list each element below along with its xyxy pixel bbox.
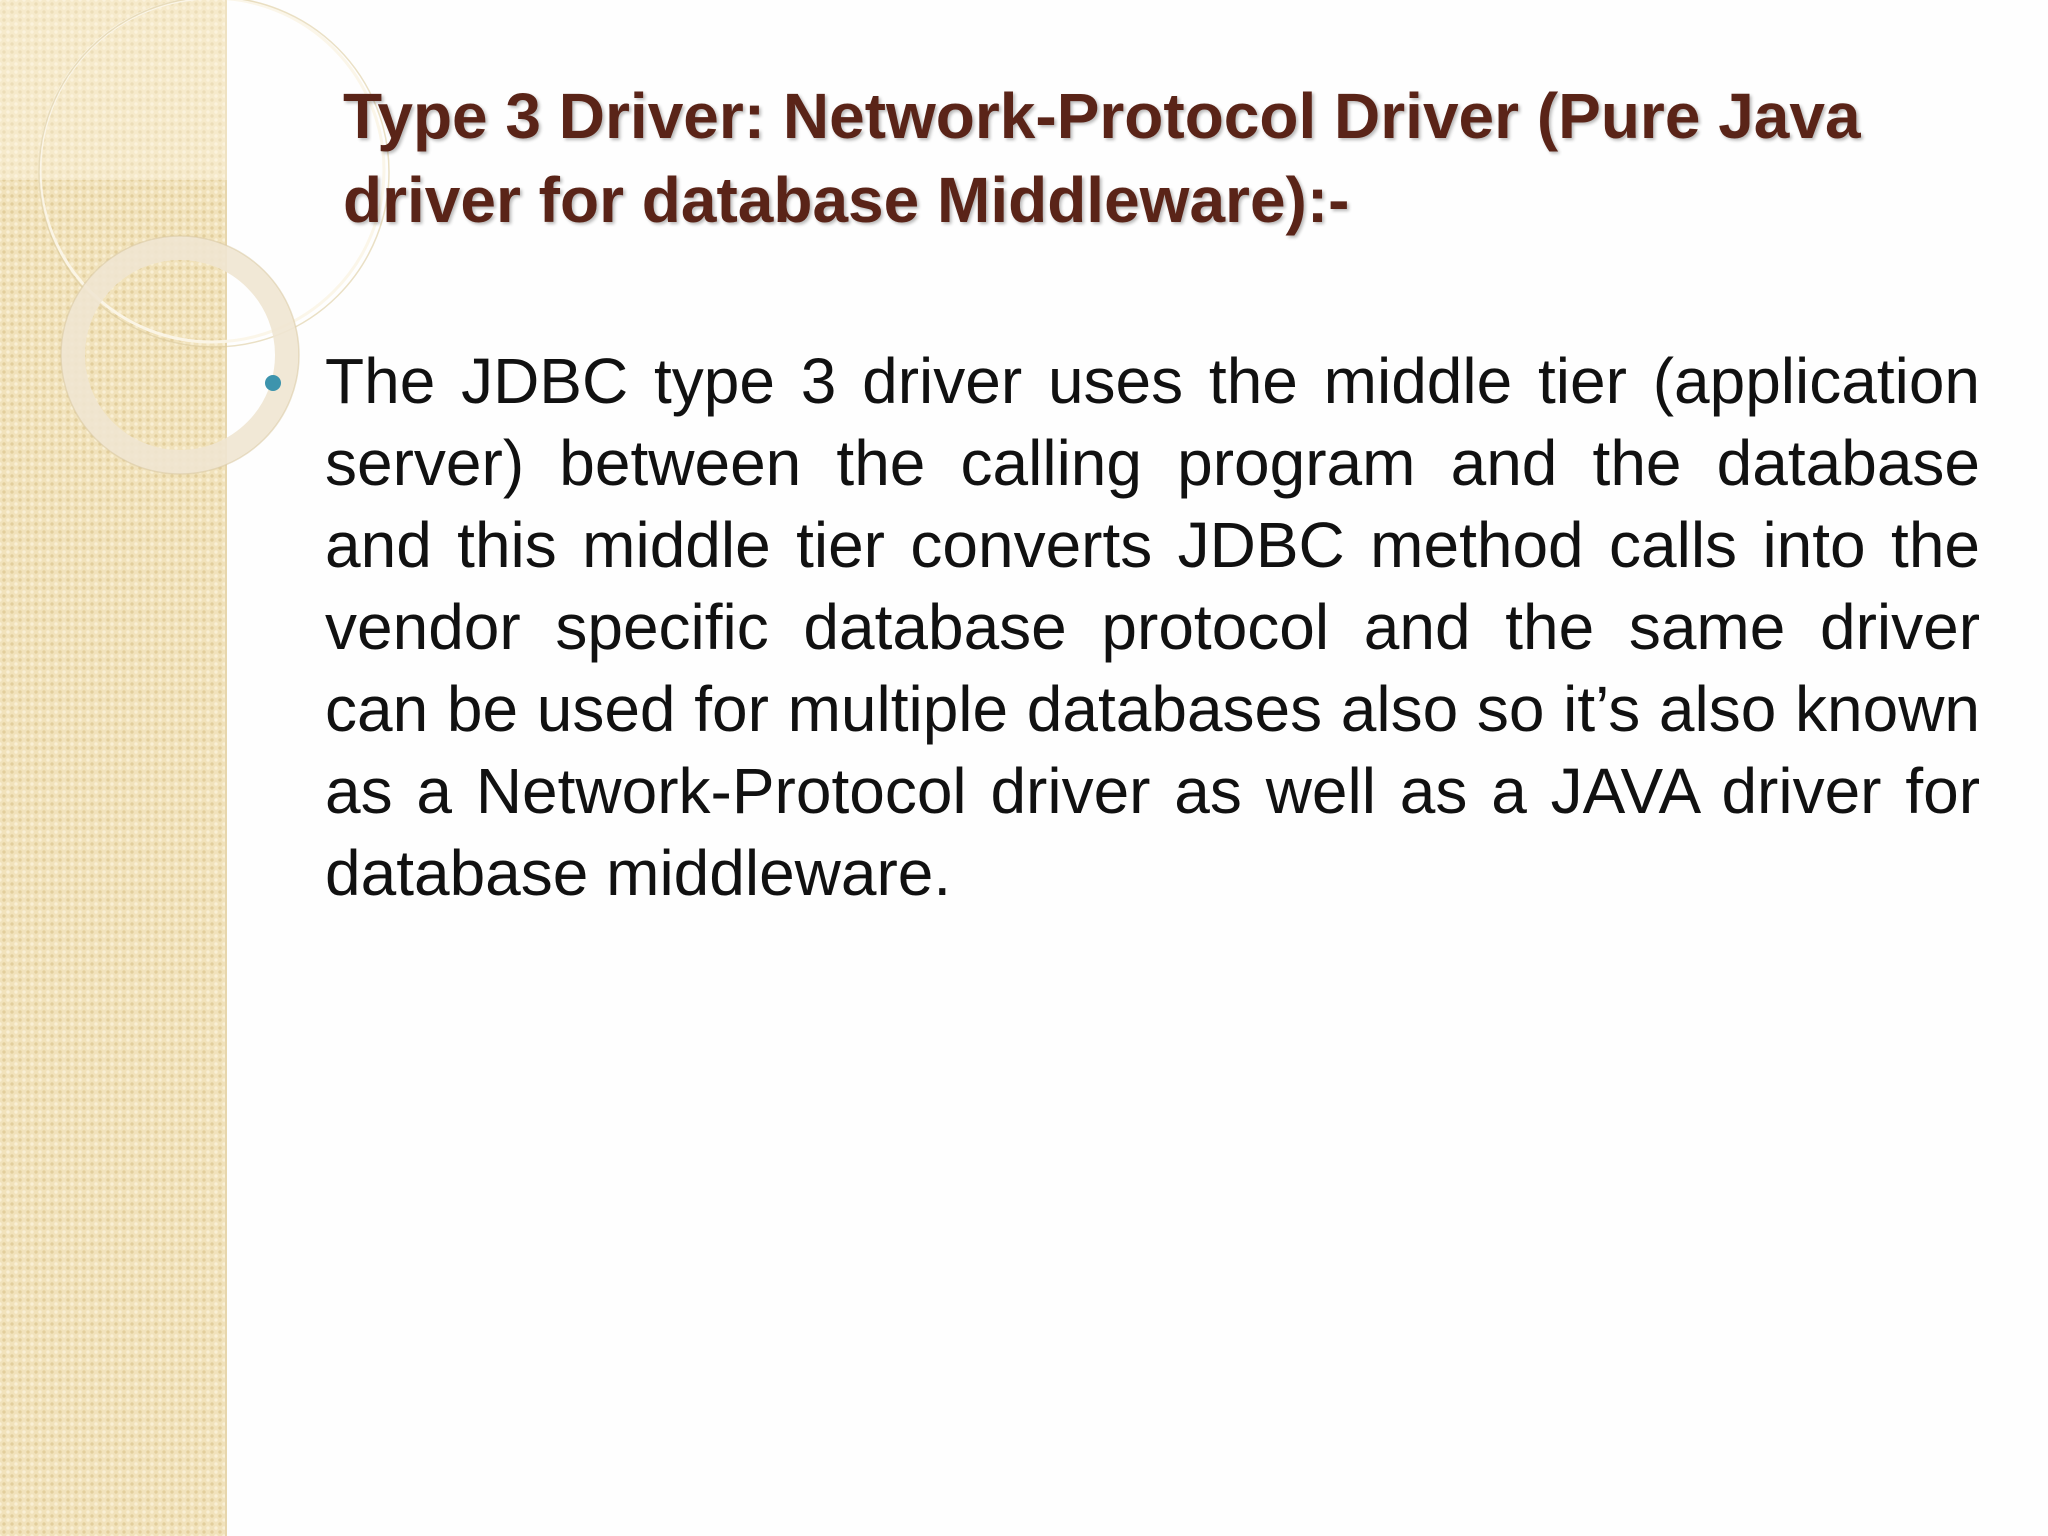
bullet-dot-icon <box>265 375 281 391</box>
bullet-text: The JDBC type 3 driver uses the middle tier (application server) between the calling program and the database and this middle tier converts JDBC method calls into the vendor specific database protocol and the same driver can be used for multiple databases also so it’s also known as a Network-Protocol driver as well as a JAVA driver for database middleware. <box>325 345 1980 909</box>
bullet-item <box>265 340 1980 914</box>
decorative-side-band <box>0 0 227 1536</box>
decorative-corner-square <box>0 0 227 180</box>
slide-title: Type 3 Driver: Network-Protocol Driver (Pure Java driver for database Middleware):- <box>343 80 1861 236</box>
